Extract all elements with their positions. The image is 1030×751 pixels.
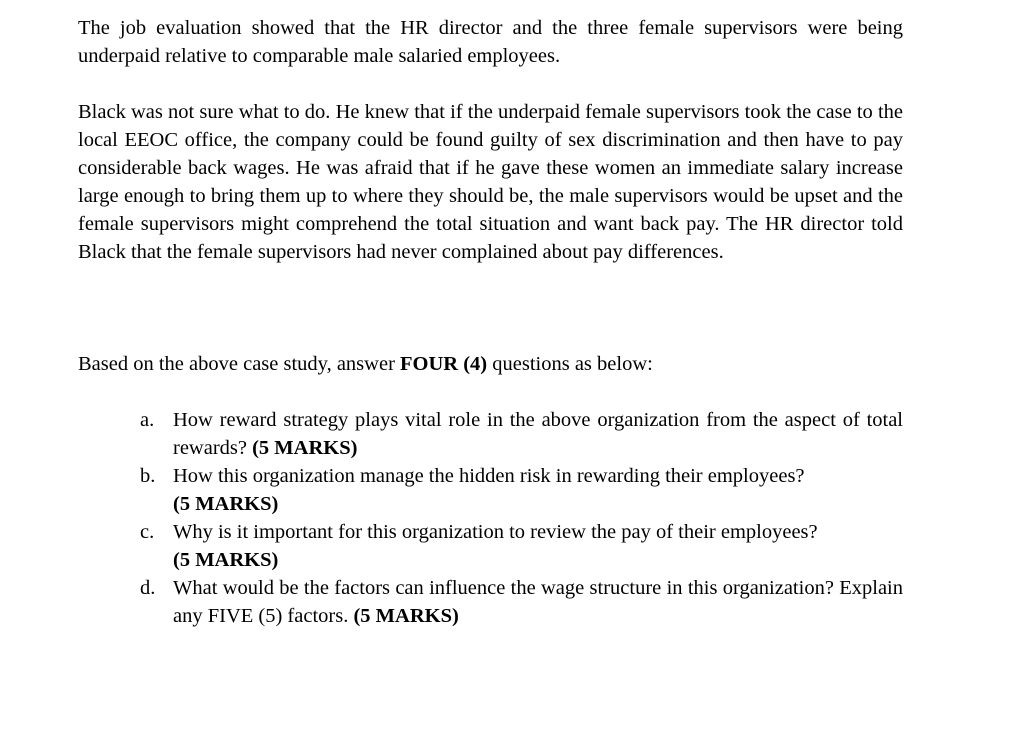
intro-bold-count: FOUR (4) xyxy=(400,353,488,375)
paragraph-black-dilemma: Black was not sure what to do. He knew that if the underpaid female supervisors took the case to the local EEOC office, the company could be found guilty of sex discrimination and then have to pay considerable back wages. He was afraid that if he gave these women an immediate salary increase large enough to bring them up to where they should be, the male supervisors would be upset and the female supervisors might comprehend the total situation and want back pay. The HR director told Black that the female supervisors had never complained about pay differences. xyxy=(78,101,903,263)
question-d xyxy=(140,574,903,630)
question-letter: b. xyxy=(140,465,156,487)
question-marks: (5 MARKS) xyxy=(353,605,459,627)
question-text: Why is it important for this organization to review the pay of their employees? xyxy=(173,521,818,543)
intro-text-after: questions as below: xyxy=(487,353,653,375)
document-page xyxy=(78,14,903,627)
question-text: How reward strategy plays vital role in the above organization from the aspect of total rewards? xyxy=(173,409,903,459)
question-letter: c. xyxy=(140,521,155,543)
question-marks: (5 MARKS) xyxy=(173,549,279,571)
paragraph-job-evaluation: The job evaluation showed that the HR director and the three female supervisors were being underpaid relative to comparable male salaried employees. xyxy=(78,17,903,67)
question-text: What would be the factors can influence the wage structure in this organization? Explain any FIVE (5) factors. xyxy=(173,577,903,627)
intro-text-before: Based on the above case study, answer xyxy=(78,353,401,375)
question-a xyxy=(140,406,903,462)
question-text: How this organization manage the hidden risk in rewarding their employees? xyxy=(173,465,805,487)
question-c xyxy=(140,518,903,574)
question-marks: (5 MARKS) xyxy=(173,493,279,515)
question-letter: a. xyxy=(140,409,155,431)
question-letter: d. xyxy=(140,577,156,599)
question-b xyxy=(140,462,903,518)
questions-list xyxy=(140,406,903,630)
question-marks: (5 MARKS) xyxy=(252,437,358,459)
questions-intro xyxy=(78,350,903,378)
